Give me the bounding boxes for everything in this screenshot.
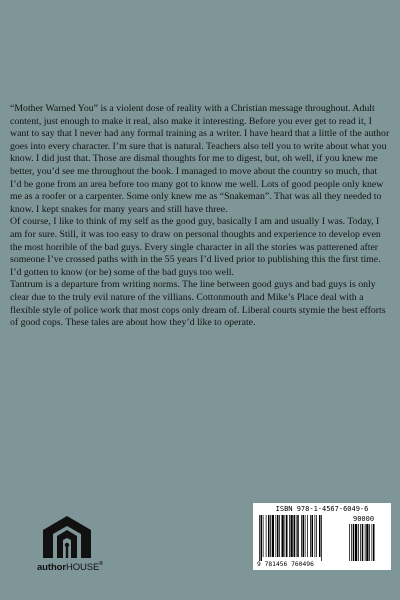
price-code: 90000 <box>353 515 375 523</box>
barcode-bar <box>305 515 306 557</box>
addon-bar <box>373 524 375 561</box>
barcode-bars <box>259 515 387 561</box>
barcode-digits: 9 781456 760496 <box>257 561 314 568</box>
addon-bar <box>349 524 350 561</box>
addon-bar <box>372 524 373 561</box>
addon-bar <box>353 524 355 561</box>
authorhouse-logo-icon <box>41 514 93 560</box>
barcode-bar <box>315 515 316 557</box>
addon-bar <box>365 524 366 561</box>
addon-bar <box>369 524 370 561</box>
blurb-paragraph: “Mother Warned You” is a violent dose of reality with a Christian message throughout. Adult content, just enough to make it real, also make it interesting. Before you ever get to read it, I want to say that I never had any formal training as a writer. I have heard that a little of the author goes into every character. I’m sure that is natural. Teachers also tell you to write about what you know. I did just that. Those are dismal thoughts for me to digest, but, oh well, if you knew me better, you’d see me throughout the book. I managed to move about the country so much, that I’d be gone from an area before too many got to know me well. Lots of good people only knew me as a roofer or a carpenter. Some only knew me as “Snakeman”. That was all they needed to know. I kept snakes for many years and still have three. <box>10 103 390 215</box>
barcode-bar <box>319 515 321 557</box>
barcode-bar <box>307 515 308 557</box>
barcode-bar <box>261 515 263 561</box>
barcode-bar <box>321 515 322 561</box>
barcode-bar <box>277 515 279 557</box>
barcode-bar <box>266 515 267 557</box>
blurb-paragraph: Tantrum is a departure from writing norms. The line between good guys and bad guys is only clear due to the truly evil nature of the villians. Cottonmouth and Mike’s Place deal with a flexible style of police work that most cops only dream of. Liberal courts stymie the best efforts of good cops. These tales are about how they’d like to operate. <box>10 279 386 329</box>
addon-bar <box>355 524 357 561</box>
addon-bar <box>366 524 368 561</box>
barcode-bar <box>276 515 277 557</box>
barcode-bar <box>259 515 260 561</box>
barcode-bar <box>312 515 314 557</box>
isbn-label: ISBN 978-1-4567-6049-6 <box>275 505 369 513</box>
barcode-bar <box>310 515 311 557</box>
barcode-bar <box>301 515 302 557</box>
blurb-paragraph: Of course, I like to think of my self as the good guy, basically I am and usually I was. Today, I am for sure. Still, it was too easy to draw on personal thoughts and experience to develop even the most horrible of the bad guys. Every single character in all the stories was patterened after someone I’ve crossed paths with in the 55 years I’d lived prior to publishing this the first time. I’d gotten to know (or be) some of the bad guys too well. <box>10 216 381 278</box>
barcode-bar <box>279 515 280 557</box>
barcode-bar <box>282 515 284 557</box>
addon-bar <box>360 524 361 561</box>
barcode-bar <box>285 515 286 557</box>
barcode-bar <box>286 515 288 557</box>
barcode-bar <box>303 515 305 557</box>
barcode-bar <box>268 515 270 557</box>
barcode-bar <box>296 515 297 557</box>
addon-bar <box>358 524 359 561</box>
back-cover-blurb <box>10 103 390 330</box>
barcode-bar <box>263 515 264 557</box>
barcode-bar <box>294 515 296 557</box>
barcode-bar <box>316 515 317 557</box>
isbn-barcode <box>253 503 391 570</box>
addon-bar <box>351 524 352 561</box>
barcode-bar <box>289 515 290 557</box>
barcode-bar <box>297 515 299 557</box>
addon-bar <box>362 524 364 561</box>
barcode-bar <box>270 515 271 557</box>
publisher-name: authorHOUSE® <box>37 561 103 573</box>
publisher-logo <box>37 514 101 573</box>
barcode-bar <box>291 515 293 557</box>
barcode-bar <box>272 515 274 557</box>
